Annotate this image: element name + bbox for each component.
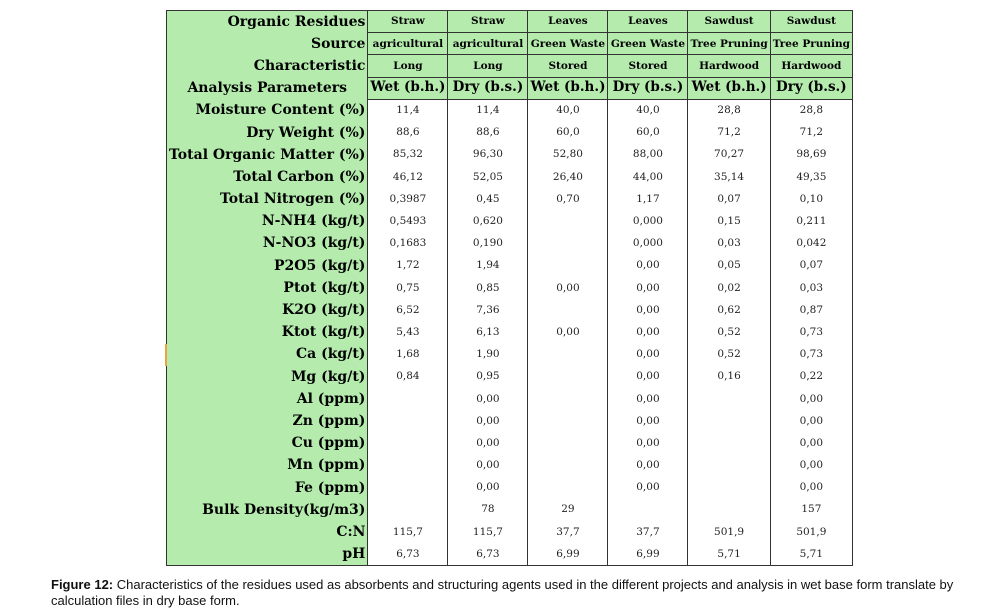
table-cell: 60,0 [608,121,688,143]
table-cell: 6,99 [528,543,608,565]
table-cell: 7,36 [448,299,528,321]
table-row [167,166,853,188]
row-label: Bulk Density(kg/m3) [167,499,368,521]
table-cell: 0,00 [608,277,688,299]
table-cell: 40,0 [528,99,608,121]
table-cell [528,343,608,365]
table-cell: 0,00 [448,410,528,432]
table-cell: 6,73 [448,543,528,565]
header-cell: Dry (b.s.) [770,77,852,99]
header-cell: Tree Pruning [770,33,852,55]
table-cell: 501,9 [770,521,852,543]
table-row [167,277,853,299]
table-row [167,321,853,343]
table-cell [368,410,448,432]
table-cell [688,388,770,410]
row-label: Zn (ppm) [167,410,368,432]
table-cell: 96,30 [448,144,528,166]
table-cell: 88,6 [368,121,448,143]
row-label: Ktot (kg/t) [167,321,368,343]
table-row [167,210,853,232]
row-label: Ca (kg/t) [167,343,368,365]
table-cell: 0,73 [770,343,852,365]
row-label: C:N [167,521,368,543]
caption-text: Characteristics of the residues used as absorbents and structuring agents used in the different projects and analysis in wet base form translate by calculation files in dry base form. [51,577,954,608]
row-label: Mn (ppm) [167,454,368,476]
residues-table-wrapper [166,10,853,566]
table-cell: 0,00 [608,343,688,365]
header-cell: Long [448,55,528,77]
table-cell: 35,14 [688,166,770,188]
row-label: Mg (kg/t) [167,366,368,388]
header-cell: Dry (b.s.) [448,77,528,99]
row-label: Total Organic Matter (%) [167,144,368,166]
table-cell: 0,00 [608,366,688,388]
table-cell: 157 [770,499,852,521]
table-row [167,121,853,143]
table-cell [608,499,688,521]
table-cell: 1,68 [368,343,448,365]
table-cell: 0,5493 [368,210,448,232]
table-row [167,255,853,277]
table-row [167,543,853,565]
table-cell: 0,85 [448,277,528,299]
table-cell: 0,042 [770,232,852,254]
table-cell: 44,00 [608,166,688,188]
row-label: Dry Weight (%) [167,121,368,143]
table-cell [368,499,448,521]
header-cell: Hardwood [688,55,770,77]
table-cell: 88,00 [608,144,688,166]
table-cell: 98,69 [770,144,852,166]
header-cell: Leaves [528,11,608,33]
table-cell [368,454,448,476]
table-cell: 11,4 [368,99,448,121]
row-label: N-NH4 (kg/t) [167,210,368,232]
header-cell: Wet (b.h.) [368,77,448,99]
table-cell: 0,07 [770,255,852,277]
header-row-label: Organic Residues [167,11,368,33]
table-cell: 1,94 [448,255,528,277]
table-cell: 501,9 [688,521,770,543]
header-cell: Straw [368,11,448,33]
table-cell: 46,12 [368,166,448,188]
header-row-label: Analysis Parameters [167,77,368,99]
table-cell: 71,2 [770,121,852,143]
row-label: Total Nitrogen (%) [167,188,368,210]
table-row [167,432,853,454]
row-label: Ptot (kg/t) [167,277,368,299]
table-cell: 1,72 [368,255,448,277]
table-row [167,366,853,388]
table-cell [528,476,608,498]
table-cell: 0,000 [608,210,688,232]
table-cell: 1,90 [448,343,528,365]
table-cell: 26,40 [528,166,608,188]
table-cell [528,232,608,254]
header-row [167,11,853,33]
header-cell: Wet (b.h.) [688,77,770,99]
table-row [167,476,853,498]
table-cell [528,388,608,410]
header-row [167,33,853,55]
table-cell [528,210,608,232]
table-cell [688,410,770,432]
table-cell: 28,8 [770,99,852,121]
table-cell: 0,620 [448,210,528,232]
table-cell: 115,7 [448,521,528,543]
table-cell [368,432,448,454]
table-cell: 0,03 [770,277,852,299]
row-label: K2O (kg/t) [167,299,368,321]
table-cell: 6,73 [368,543,448,565]
table-cell: 0,00 [448,476,528,498]
table-cell: 40,0 [608,99,688,121]
table-cell: 0,00 [608,321,688,343]
table-cell: 0,00 [770,410,852,432]
table-cell: 71,2 [688,121,770,143]
table-cell: 37,7 [608,521,688,543]
table-row [167,521,853,543]
table-row [167,410,853,432]
row-label: N-NO3 (kg/t) [167,232,368,254]
table-cell: 115,7 [368,521,448,543]
table-cell: 0,52 [688,343,770,365]
header-cell: Sawdust [688,11,770,33]
table-cell: 0,00 [528,277,608,299]
header-cell: agricultural [448,33,528,55]
table-cell: 0,00 [608,299,688,321]
row-label: Moisture Content (%) [167,99,368,121]
table-cell: 0,3987 [368,188,448,210]
table-cell: 85,32 [368,144,448,166]
table-cell: 5,71 [770,543,852,565]
table-cell: 60,0 [528,121,608,143]
table-cell: 88,6 [448,121,528,143]
table-cell: 0,00 [770,432,852,454]
table-cell: 0,211 [770,210,852,232]
table-cell [688,432,770,454]
header-cell: Tree Pruning [688,33,770,55]
table-cell: 29 [528,499,608,521]
header-cell: Green Waste [608,33,688,55]
table-cell: 1,17 [608,188,688,210]
header-cell: Sawdust [770,11,852,33]
table-row [167,232,853,254]
table-cell [368,476,448,498]
figure-caption [51,577,981,609]
table-cell [688,454,770,476]
table-cell: 0,07 [688,188,770,210]
table-cell: 5,43 [368,321,448,343]
table-cell: 0,75 [368,277,448,299]
table-cell: 0,22 [770,366,852,388]
table-cell: 0,00 [770,476,852,498]
table-cell: 49,35 [770,166,852,188]
header-cell: Hardwood [770,55,852,77]
header-row-label: Characteristic [167,55,368,77]
table-cell [528,255,608,277]
table-cell: 78 [448,499,528,521]
header-row [167,55,853,77]
header-row [167,77,853,99]
table-row [167,99,853,121]
header-cell: Stored [608,55,688,77]
table-cell: 0,10 [770,188,852,210]
table-cell: 0,02 [688,277,770,299]
table-cell: 0,00 [608,255,688,277]
table-row [167,188,853,210]
row-label: P2O5 (kg/t) [167,255,368,277]
edge-marker [165,344,167,366]
header-cell: agricultural [368,33,448,55]
table-cell [688,499,770,521]
table-row [167,144,853,166]
table-cell: 0,00 [770,454,852,476]
header-row-label: Source [167,33,368,55]
table-cell: 0,15 [688,210,770,232]
header-cell: Wet (b.h.) [528,77,608,99]
table-cell: 0,00 [448,388,528,410]
header-cell: Long [368,55,448,77]
table-cell: 0,00 [608,432,688,454]
table-cell: 28,8 [688,99,770,121]
table-cell: 6,13 [448,321,528,343]
table-cell: 0,87 [770,299,852,321]
row-label: Al (ppm) [167,388,368,410]
table-cell: 0,00 [608,476,688,498]
table-cell: 0,000 [608,232,688,254]
table-cell: 6,99 [608,543,688,565]
table-cell: 0,84 [368,366,448,388]
table-cell: 0,00 [608,388,688,410]
table-cell: 0,05 [688,255,770,277]
table-cell: 0,03 [688,232,770,254]
table-cell [528,432,608,454]
table-cell: 0,73 [770,321,852,343]
table-cell: 5,71 [688,543,770,565]
table-cell: 0,00 [448,432,528,454]
table-cell: 52,80 [528,144,608,166]
row-label: pH [167,543,368,565]
table-cell [528,366,608,388]
table-cell: 0,00 [608,454,688,476]
header-cell: Straw [448,11,528,33]
row-label: Fe (ppm) [167,476,368,498]
table-cell: 11,4 [448,99,528,121]
table-cell [528,454,608,476]
table-cell: 37,7 [528,521,608,543]
table-cell: 52,05 [448,166,528,188]
table-cell [528,299,608,321]
table-cell [528,410,608,432]
table-row [167,299,853,321]
table-row [167,388,853,410]
table-cell: 0,00 [608,410,688,432]
table-cell: 0,1683 [368,232,448,254]
header-cell: Leaves [608,11,688,33]
row-label: Cu (ppm) [167,432,368,454]
table-cell: 0,00 [448,454,528,476]
table-cell: 0,52 [688,321,770,343]
residues-table [166,10,853,566]
table-cell: 0,70 [528,188,608,210]
table-cell: 0,45 [448,188,528,210]
row-label: Total Carbon (%) [167,166,368,188]
table-row [167,343,853,365]
table-cell: 6,52 [368,299,448,321]
table-cell: 0,16 [688,366,770,388]
table-cell: 0,190 [448,232,528,254]
table-row [167,499,853,521]
table-cell: 0,62 [688,299,770,321]
table-row [167,454,853,476]
caption-label: Figure 12: [51,577,114,592]
table-cell: 0,00 [770,388,852,410]
table-cell: 0,00 [528,321,608,343]
header-cell: Stored [528,55,608,77]
table-cell [368,388,448,410]
header-cell: Dry (b.s.) [608,77,688,99]
table-cell: 0,95 [448,366,528,388]
header-cell: Green Waste [528,33,608,55]
table-cell: 70,27 [688,144,770,166]
table-cell [688,476,770,498]
